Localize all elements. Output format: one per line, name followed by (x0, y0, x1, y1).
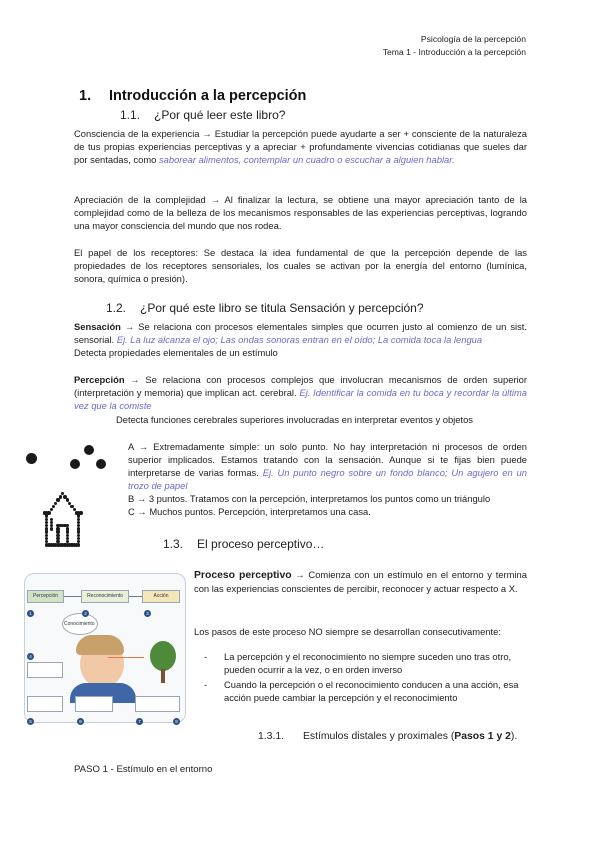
tree-trunk (161, 669, 165, 683)
diagram-box-percepcion: Percepción (27, 590, 64, 603)
term-percepcion: Percepción (74, 374, 125, 385)
diagram-arrow (129, 596, 142, 597)
diagram-box-bottom-2 (75, 696, 113, 712)
step-number: 1 (27, 610, 34, 617)
step-number: 4 (27, 653, 34, 660)
diagram-box-bottom-3 (135, 696, 180, 712)
subsection-number: 1.1. (120, 108, 141, 122)
diagram-box-bottom-1 (27, 696, 63, 712)
paragraph-text: Consciencia de la experiencia → Estudiar la percepción puede ayudarte a ser + consciente de la naturaleza de tus propias experiencias perceptivas y a apreciar + profundamente vivencias cotidianas que sueles dar por sentadas, como (74, 128, 527, 166)
definition-text: → Se relaciona con procesos elementales simples que ocurren justo al comienzo de un sist. sensorial. (74, 321, 527, 346)
subsection-number: 1.2. (106, 301, 127, 315)
figure-a-text: A → Extremadamente simple: un solo punto. No hay interpretación ni procesos de orden superior implicados. Estamos tratando con la sensación. Aunque si te fijas bien puede interpretarse de varias formas. (128, 441, 527, 479)
section-heading-1 (79, 88, 306, 104)
term-sensacion: Sensación (74, 321, 121, 332)
diagram-box-left (27, 662, 63, 678)
header-course: Psicología de la percepción (420, 34, 526, 44)
section-number: 1. (79, 88, 92, 104)
subsection-title: ¿Por qué este libro se titula Sensación y percepción? (140, 301, 424, 315)
diagram-box-accion: Acción (142, 590, 180, 603)
definition-example: Ej. La luz alcanza el ojo; Las ondas sonoras entran en el oído; La comida toca la lengua (116, 334, 483, 346)
definition-text: → Comienza con un estímulo en el entorno y termina con las experiencias conscientes de percibir, reconocer y actuar respecto a X. (194, 569, 527, 595)
figure-b-text: B → 3 puntos. Tratamos con la percepción, interpretamos los puntos como un triángulo (128, 493, 491, 505)
subsubsection-title-bold: Pasos 1 y 2 (454, 731, 511, 742)
list-item: - La percepción y el reconocimiento no siempre suceden uno tras otro, pueden ocurrir a la vez, o en orden inverso (194, 650, 524, 676)
step-number: 7 (136, 718, 143, 725)
tree-icon (150, 641, 176, 671)
paragraph-receptores: El papel de los receptores: Se destaca la idea fundamental de que la percepción depende de las propiedades de los receptores sensoriales, los cuales se activan por la energía del entorno (lumínica, sonora, química o presión). (74, 247, 527, 285)
paragraph-complejidad: Apreciación de la complejidad → Al finalizar la lectura, se obtiene una mayor apreciación tanto de la complejidad como de la belleza de los mecanismos responsables de las experiencias perceptivas, logrando una mayor consciencia del mundo que nos rodea. (74, 194, 527, 232)
section-title: Introducción a la percepción (109, 88, 307, 104)
definition-text: → Se relaciona con procesos complejos que involucran mecanismos de orden superior (interpretación y memoria) que implican act. cerebral. (74, 374, 527, 399)
person-hair (76, 635, 124, 655)
definition-percepcion (74, 373, 527, 412)
subsection-number: 1.3. (163, 537, 184, 551)
subsubsection-heading-1-3-1 (180, 729, 540, 745)
steps-intro: Los pasos de este proceso NO siempre se desarrollan consecutivamente: (194, 626, 501, 637)
dot (70, 459, 80, 469)
paso-1-label: PASO 1 - Estímulo en el entorno (74, 764, 213, 775)
dot-figure-a (26, 453, 37, 464)
paragraph-consciencia (74, 127, 527, 166)
dot (75, 543, 78, 546)
subsubsection-title-pre: Estímulos distales y proximales ( (303, 731, 455, 742)
definition-sensacion (74, 320, 527, 359)
dot (54, 502, 57, 505)
term-proceso-perceptivo: Proceso perceptivo (194, 570, 292, 581)
diagram-box-conocimiento: Conocimiento (64, 621, 95, 627)
dot-figure (22, 440, 122, 540)
header-topic: Tema 1 - Introducción a la percepción (382, 47, 526, 57)
step-number: 6 (77, 718, 84, 725)
subsubsection-title-post: ). (510, 731, 518, 742)
subsubsection-number: 1.3.1. (258, 731, 284, 742)
figure-explanation (128, 440, 527, 519)
definition-detect: Detecta propiedades elementales de un estímulo (74, 347, 278, 359)
figure-a-example: Ej. Un punto negro sobre un fondo blanco; Un agujero en un trozo de papel (128, 467, 527, 492)
gaze-line (108, 657, 144, 658)
dot (43, 511, 46, 514)
definition-example: Ej. Identificar la comida en tu boca y recordar la última vez que la comiste (74, 387, 527, 412)
subsection-heading-1-2 (106, 301, 424, 315)
list-item: - Cuando la percepción o el reconocimiento conducen a una acción, esa acción puede cambiar la percepción y el reconocimiento (194, 678, 524, 704)
subsection-heading-1-1 (120, 108, 285, 122)
perceptual-process-diagram (24, 565, 186, 730)
dot (79, 511, 82, 514)
step-number: 5 (27, 718, 34, 725)
paragraph-example: saborear alimentos, contemplar un cuadro o escuchar a alguien hablar. (158, 154, 455, 166)
subsection-title: El proceso perceptivo… (197, 537, 325, 551)
subsection-title: ¿Por qué leer este libro? (154, 108, 286, 122)
step-number: 2 (82, 610, 89, 617)
definition-percepcion-detect: Detecta funciones cerebrales superiores involucradas en interpretar eventos y objetos (116, 414, 473, 425)
dot (84, 445, 94, 455)
dot (56, 498, 59, 501)
steps-list (194, 650, 524, 706)
diagram-box-reconocimiento: Reconocimiento (81, 590, 129, 603)
diagram-arrow (64, 596, 81, 597)
definition-proceso-perceptivo (194, 568, 527, 595)
figure-c-text: C → Muchos puntos. Percepción, interpretamos una casa. (128, 506, 371, 518)
subsection-heading-1-3 (163, 537, 324, 551)
dot (50, 527, 53, 530)
step-number: 3 (144, 610, 151, 617)
dot (96, 459, 106, 469)
step-number: 8 (173, 718, 180, 725)
running-header (383, 33, 526, 59)
